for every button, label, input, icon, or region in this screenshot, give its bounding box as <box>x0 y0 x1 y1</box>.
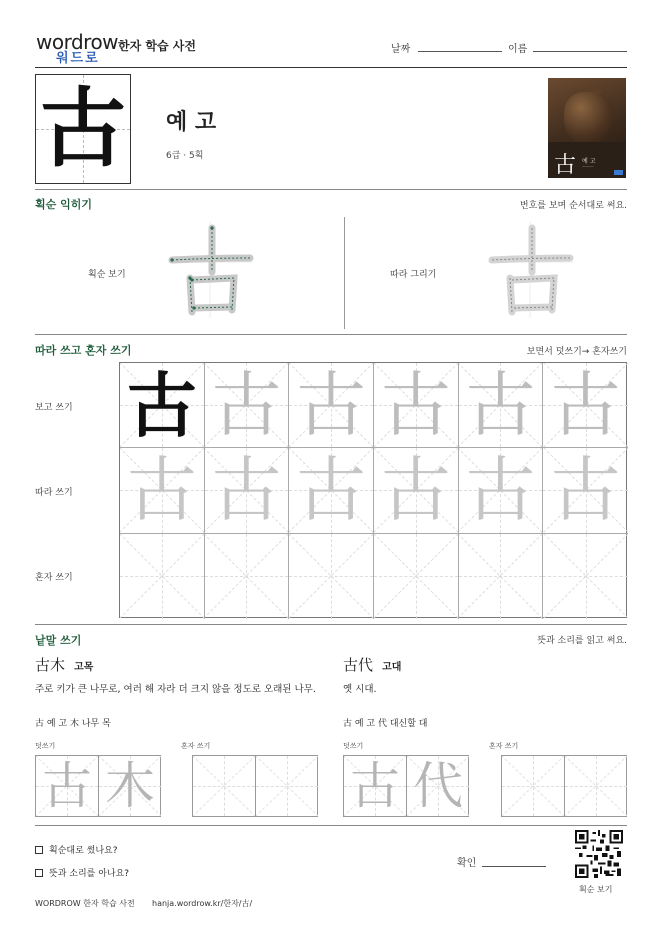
grid-cell[interactable] <box>459 448 544 533</box>
grid-character: 古 <box>380 364 451 446</box>
grid-cell[interactable] <box>289 534 374 619</box>
word-2-hanja: 古代 <box>343 656 374 674</box>
vocab-section-note: 뜻과 소리를 읽고 써요. <box>537 636 627 646</box>
grid-cell[interactable] <box>205 363 290 448</box>
word-2-parts: 古 예 고 代 대신할 대 <box>343 719 428 729</box>
grid-cell[interactable] <box>459 534 544 619</box>
photo-character: 古 <box>554 153 577 178</box>
divider <box>35 825 627 826</box>
main-character-box <box>35 74 131 184</box>
grid-cell[interactable] <box>543 363 628 448</box>
word-1-parts: 古 예 고 木 나무 목 <box>35 719 111 729</box>
row-label-view: 보고 쓰기 <box>35 403 73 413</box>
grid-cell[interactable] <box>374 363 459 448</box>
word-1-definition: 주로 키가 큰 나무로, 여러 해 자라 더 크지 않을 정도로 오래된 나무. <box>35 684 316 695</box>
word-1-alone-box[interactable] <box>192 755 318 817</box>
word-1-heading <box>35 654 93 675</box>
word-1-reading: 고목 <box>74 662 94 673</box>
stroke-order-diagram <box>158 220 258 320</box>
footer-brand: WORDROW 한자 학습 사전 <box>35 899 135 908</box>
main-character: 古 <box>40 78 126 179</box>
grid-cell[interactable] <box>374 534 459 619</box>
stroke-section-title: 획순 익히기 <box>35 198 92 211</box>
checklist-item-2[interactable] <box>35 866 129 879</box>
grid-character: 古 <box>211 364 282 446</box>
meaning-sound: 예 고 <box>166 110 217 135</box>
word-1-trace-char-1: 古 <box>42 757 92 815</box>
stroke-trace-diagram[interactable] <box>478 220 578 320</box>
grid-cell[interactable] <box>543 448 628 533</box>
writing-section-note: 보면서 덧쓰기→ 혼자쓰기 <box>526 347 627 357</box>
date-label: 날짜 <box>391 44 411 55</box>
character-photo <box>548 78 626 178</box>
writing-section-title: 따라 쓰고 혼자 쓰기 <box>35 344 132 357</box>
word-2-trace-label: 덧쓰기 <box>343 742 364 750</box>
grid-cell[interactable] <box>205 534 290 619</box>
grid-character: 古 <box>380 449 451 532</box>
word-2-trace-char-1: 古 <box>350 757 400 815</box>
grid-cell[interactable] <box>543 534 628 619</box>
divider <box>35 624 627 625</box>
grid-cell[interactable] <box>289 448 374 533</box>
grid-character: 古 <box>550 449 621 532</box>
word-2-alone-box[interactable] <box>501 755 627 817</box>
grid-cell[interactable] <box>459 363 544 448</box>
row-label-alone: 혼자 쓰기 <box>35 573 73 583</box>
qr-code-icon[interactable] <box>575 830 623 878</box>
grid-cell[interactable] <box>120 448 205 533</box>
word-1-trace-box[interactable] <box>35 755 161 817</box>
grid-character: 古 <box>126 449 197 532</box>
name-field[interactable] <box>533 51 627 52</box>
confirm-field[interactable] <box>482 866 546 867</box>
logo <box>36 30 119 66</box>
word-1-trace-char-2: 木 <box>105 757 155 815</box>
qr-label: 획순 보기 <box>579 885 613 894</box>
photo-caption: 예 고 <box>582 158 596 165</box>
writing-grid[interactable] <box>119 362 627 618</box>
logo-korean-text: 워드로 <box>56 51 100 66</box>
divider <box>35 189 627 190</box>
document-title: 한자 학습 사전 <box>118 39 196 53</box>
checklist-item-2-label: 뜻과 소리를 아나요? <box>49 869 130 879</box>
header-divider <box>35 67 627 68</box>
logo-text: wordrow <box>36 30 119 54</box>
stroke-section-note: 번호를 보며 순서대로 써요. <box>519 201 627 211</box>
checkbox[interactable] <box>35 846 43 854</box>
word-2-reading: 고대 <box>382 662 402 673</box>
grid-cell[interactable] <box>120 534 205 619</box>
grid-cell[interactable] <box>205 448 290 533</box>
grid-character: 古 <box>296 449 367 532</box>
grid-character: 古 <box>126 364 197 447</box>
date-field[interactable] <box>418 51 502 52</box>
checklist-item-1[interactable] <box>35 843 118 856</box>
grid-cell[interactable] <box>120 363 205 448</box>
word-1-hanja: 古木 <box>35 656 66 674</box>
stroke-trace-label: 따라 그리기 <box>390 270 437 280</box>
grid-cell[interactable] <box>289 363 374 448</box>
checkbox[interactable] <box>35 869 43 877</box>
grid-character: 古 <box>465 449 536 532</box>
grid-character: 古 <box>465 364 536 446</box>
vocab-section-title: 낱말 쓰기 <box>35 634 82 647</box>
grid-character: 古 <box>550 364 621 446</box>
divider <box>35 334 627 335</box>
row-label-trace: 따라 쓰기 <box>35 488 73 498</box>
photo-badge <box>614 170 623 175</box>
stroke-view-label: 획순 보기 <box>88 270 126 280</box>
word-2-definition: 옛 시대. <box>343 684 377 695</box>
photo-subcaption: ㅡㅡㅡ <box>582 164 594 169</box>
grade-strokes: 6급 · 5획 <box>166 151 204 161</box>
word-2-trace-box[interactable] <box>343 755 469 817</box>
word-1-alone-label: 혼자 쓰기 <box>181 742 211 750</box>
word-2-trace-char-2: 代 <box>413 757 463 815</box>
name-label: 이름 <box>508 44 528 55</box>
word-2-heading <box>343 654 401 675</box>
stroke-divider <box>344 217 345 329</box>
grid-cell[interactable] <box>374 448 459 533</box>
footer-url[interactable]: hanja.wordrow.kr/한자/古/ <box>152 899 253 908</box>
confirm-label: 확인 <box>457 858 477 869</box>
checklist-item-1-label: 획순대로 썼나요? <box>49 846 118 856</box>
grid-character: 古 <box>211 449 282 532</box>
word-1-trace-label: 덧쓰기 <box>35 742 56 750</box>
grid-character: 古 <box>296 364 367 446</box>
word-2-alone-label: 혼자 쓰기 <box>489 742 519 750</box>
